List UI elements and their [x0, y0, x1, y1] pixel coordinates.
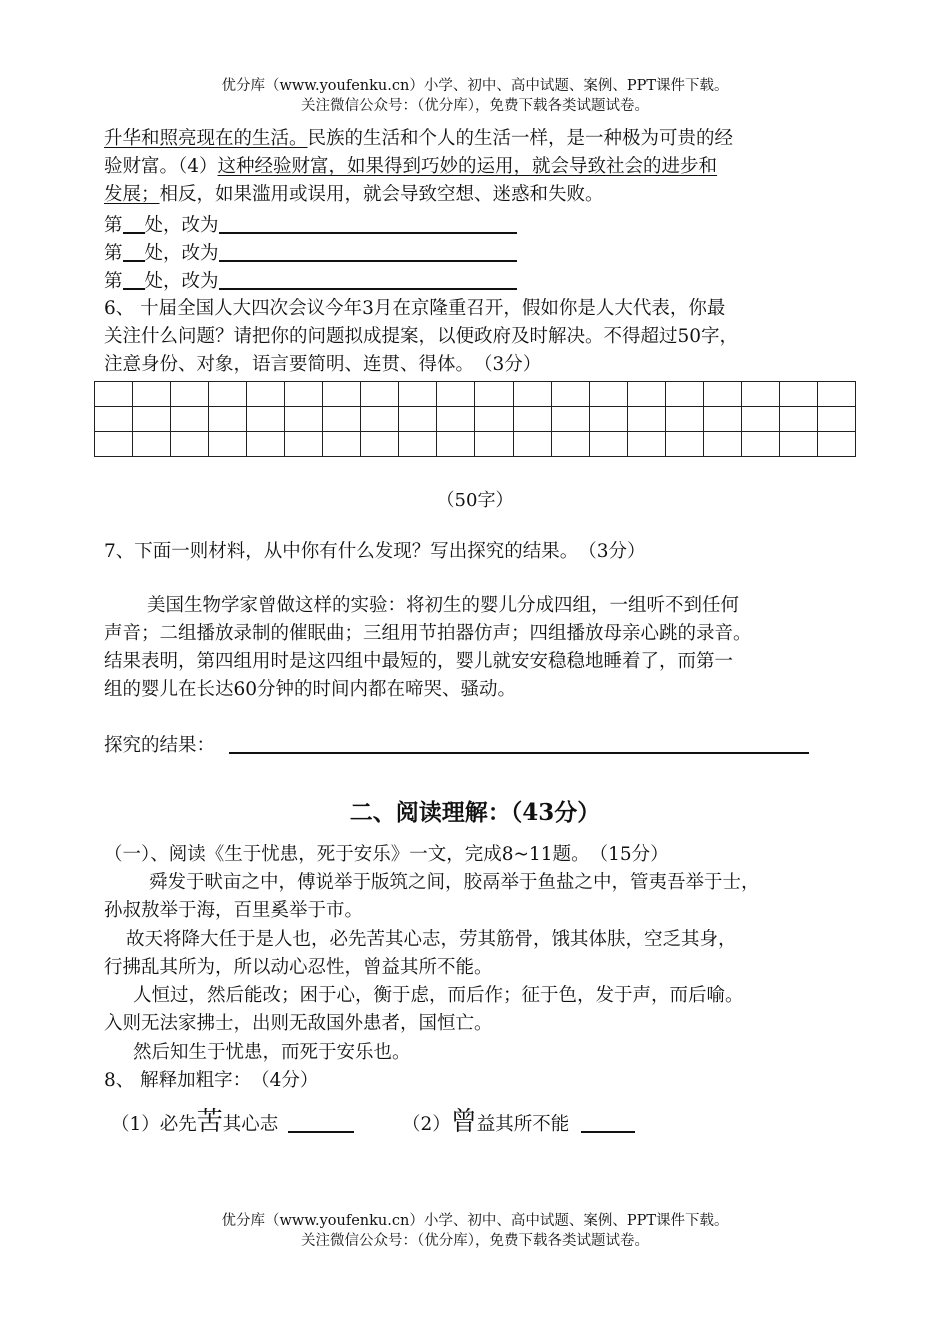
grid-cell[interactable]	[817, 382, 855, 407]
grid-cell[interactable]	[589, 382, 627, 407]
fix-number-blank[interactable]	[123, 268, 145, 290]
grid-cell[interactable]	[171, 382, 209, 407]
grid-cell[interactable]	[665, 382, 703, 407]
bold-char: 曾	[450, 1107, 477, 1137]
answer-blank[interactable]	[229, 732, 809, 754]
grid-note: （50字）	[436, 490, 514, 511]
grid-cell[interactable]	[779, 432, 817, 457]
grid-cell[interactable]	[741, 407, 779, 432]
passage-text: 验财富。（4）	[104, 156, 218, 177]
grid-cell[interactable]	[133, 432, 171, 457]
item-1-blank[interactable]	[288, 1111, 354, 1133]
text-line-6: 入则无法家拂士，出则无敌国外患者，国恒亡。	[104, 1013, 493, 1034]
fix-prefix: 第	[104, 215, 123, 236]
grid-cell[interactable]	[399, 382, 437, 407]
grid-cell[interactable]	[95, 432, 133, 457]
grid-cell[interactable]	[741, 382, 779, 407]
grid-cell[interactable]	[817, 432, 855, 457]
q6-line-2: 关注什么问题？请把你的问题拟成提案，以便政府及时解决。不得超过50字，	[104, 326, 739, 347]
grid-cell[interactable]	[513, 407, 551, 432]
item-text: 其心志	[222, 1114, 279, 1135]
grid-cell[interactable]	[589, 407, 627, 432]
grid-cell[interactable]	[437, 407, 475, 432]
grid-cell[interactable]	[513, 382, 551, 407]
fix-answer-blank[interactable]	[219, 240, 517, 262]
item-text: （1）必先	[111, 1114, 197, 1135]
grid-cell[interactable]	[133, 382, 171, 407]
fix-middle: 处，改为	[144, 243, 219, 264]
answer-label: 探究的结果：	[104, 735, 216, 756]
fix-prefix: 第	[104, 243, 123, 264]
fix-middle: 处，改为	[144, 271, 219, 292]
underlined-sentence: 这种经验财富，如果得到巧妙的运用，就会导致社会的进步和	[217, 156, 718, 177]
grid-cell[interactable]	[475, 382, 513, 407]
text-line-4: 行拂乱其所为，所以动心忍性，曾益其所不能。	[104, 957, 493, 978]
grid-cell[interactable]	[361, 407, 399, 432]
grid-cell[interactable]	[247, 407, 285, 432]
grid-cell[interactable]	[551, 432, 589, 457]
header-line-2: 关注微信公众号：（优分库），免费下载各类试题试卷。	[301, 98, 649, 114]
grid-cell[interactable]	[437, 382, 475, 407]
text-line-7: 然后知生于忧患，而死于安乐也。	[133, 1042, 411, 1063]
q6-line-1: 6、 十届全国人大四次会议今年3月在京隆重召开，假如你是人大代表，你最	[104, 298, 726, 319]
grid-cell[interactable]	[323, 407, 361, 432]
q8-item-1	[111, 1107, 354, 1137]
grid-cell[interactable]	[285, 432, 323, 457]
grid-cell[interactable]	[361, 432, 399, 457]
text-line-3: 故天将降大任于是人也，必先苦其心志，劳其筋骨，饿其体肤，空乏其身，	[126, 929, 737, 950]
grid-cell[interactable]	[285, 382, 323, 407]
text-line-2: 孙叔敖举于海，百里奚举于市。	[104, 900, 364, 921]
grid-cell[interactable]	[209, 382, 247, 407]
grid-row	[95, 432, 856, 457]
grid-cell[interactable]	[703, 432, 741, 457]
bold-char: 苦	[196, 1107, 223, 1137]
text-line-1: 舜发于畎亩之中，傅说举于版筑之间，胶鬲举于鱼盐之中，管夷吾举于士，	[149, 872, 760, 893]
grid-cell[interactable]	[779, 382, 817, 407]
passage-text: 相反，如果滥用或误用，就会导致空想、迷惑和失败。	[159, 184, 604, 205]
item-text: 益其所不能	[476, 1114, 570, 1135]
section-title: 二、阅读理解：（43分）	[349, 799, 601, 826]
q7-paragraph-line-3: 结果表明，第四组用时是这四组中最短的，婴儿就安安稳稳地睡着了，而第一	[104, 651, 734, 672]
grid-cell[interactable]	[665, 432, 703, 457]
passage-text: 民族的生活和个人的生活一样，是一种极为可贵的经	[307, 128, 734, 149]
passage-line-1	[104, 127, 733, 151]
grid-row	[95, 407, 856, 432]
q7-answer-line	[104, 732, 809, 758]
answer-grid[interactable]	[94, 381, 856, 457]
grid-cell[interactable]	[703, 382, 741, 407]
grid-cell[interactable]	[513, 432, 551, 457]
grid-cell[interactable]	[627, 382, 665, 407]
grid-cell[interactable]	[551, 382, 589, 407]
grid-cell[interactable]	[95, 382, 133, 407]
fix-line-1	[104, 212, 517, 238]
grid-row	[95, 382, 856, 407]
fix-line-2	[104, 240, 517, 266]
q6-line-3: 注意身份、对象，语言要简明、连贯、得体。 （3分）	[104, 354, 542, 375]
footer-line-2: 关注微信公众号：（优分库），免费下载各类试题试卷。	[301, 1233, 649, 1249]
grid-cell[interactable]	[589, 432, 627, 457]
q7-title: 7、下面一则材料，从中你有什么发现？写出探究的结果。 （3分）	[104, 541, 646, 562]
q8-item-2	[402, 1107, 635, 1137]
grid-cell[interactable]	[171, 432, 209, 457]
header-line-1: 优分库（www.youfenku.cn）小学、初中、高中试题、案例、PPT课件下载。	[221, 78, 729, 94]
grid-cell[interactable]	[285, 407, 323, 432]
grid-cell[interactable]	[437, 432, 475, 457]
footer-line-1: 优分库（www.youfenku.cn）小学、初中、高中试题、案例、PPT课件下载。	[221, 1213, 729, 1229]
q7-paragraph-line-1: 美国生物学家曾做这样的实验：将初生的婴儿分成四组，一组听不到任何	[147, 595, 740, 616]
grid-cell[interactable]	[171, 407, 209, 432]
grid-cell[interactable]	[779, 407, 817, 432]
fix-number-blank[interactable]	[123, 240, 145, 262]
grid-cell[interactable]	[247, 432, 285, 457]
grid-cell[interactable]	[133, 407, 171, 432]
grid-cell[interactable]	[209, 407, 247, 432]
grid-cell[interactable]	[323, 432, 361, 457]
grid-cell[interactable]	[361, 382, 399, 407]
q7-paragraph-line-2: 声音；二组播放录制的催眠曲；三组用节拍器仿声；四组播放母亲心跳的录音。	[104, 623, 752, 644]
grid-cell[interactable]	[209, 432, 247, 457]
underlined-sentence: 发展；	[104, 184, 160, 205]
grid-cell[interactable]	[475, 407, 513, 432]
grid-cell[interactable]	[665, 407, 703, 432]
q7-paragraph-line-4: 组的婴儿在长达60分钟的时间内都在啼哭、骚动。	[104, 679, 517, 700]
subsection-title: （一）、阅读《生于忧患，死于安乐》一文，完成8~11题。 （15分）	[104, 844, 669, 865]
fix-answer-blank[interactable]	[219, 212, 517, 234]
q8-title: 8、 解释加粗字： （4分）	[104, 1070, 319, 1091]
fix-answer-blank[interactable]	[219, 268, 517, 290]
grid-cell[interactable]	[627, 407, 665, 432]
grid-cell[interactable]	[475, 432, 513, 457]
grid-cell[interactable]	[399, 407, 437, 432]
passage-line-3	[104, 183, 604, 207]
grid-cell[interactable]	[247, 382, 285, 407]
fix-prefix: 第	[104, 271, 123, 292]
grid-cell[interactable]	[627, 432, 665, 457]
grid-cell[interactable]	[817, 407, 855, 432]
passage-line-2	[104, 155, 717, 179]
grid-cell[interactable]	[399, 432, 437, 457]
fix-line-3	[104, 268, 517, 294]
text-line-5: 人恒过，然后能改；困于心，衡于虑，而后作；征于色，发于声，而后喻。	[133, 985, 744, 1006]
underlined-sentence: 升华和照亮现在的生活。	[104, 128, 308, 149]
grid-cell[interactable]	[95, 407, 133, 432]
item-2-blank[interactable]	[581, 1111, 635, 1133]
fix-number-blank[interactable]	[123, 212, 145, 234]
grid-cell[interactable]	[323, 382, 361, 407]
grid-cell[interactable]	[741, 432, 779, 457]
fix-middle: 处，改为	[144, 215, 219, 236]
item-text: （2）	[402, 1114, 451, 1135]
grid-cell[interactable]	[703, 407, 741, 432]
grid-cell[interactable]	[551, 407, 589, 432]
